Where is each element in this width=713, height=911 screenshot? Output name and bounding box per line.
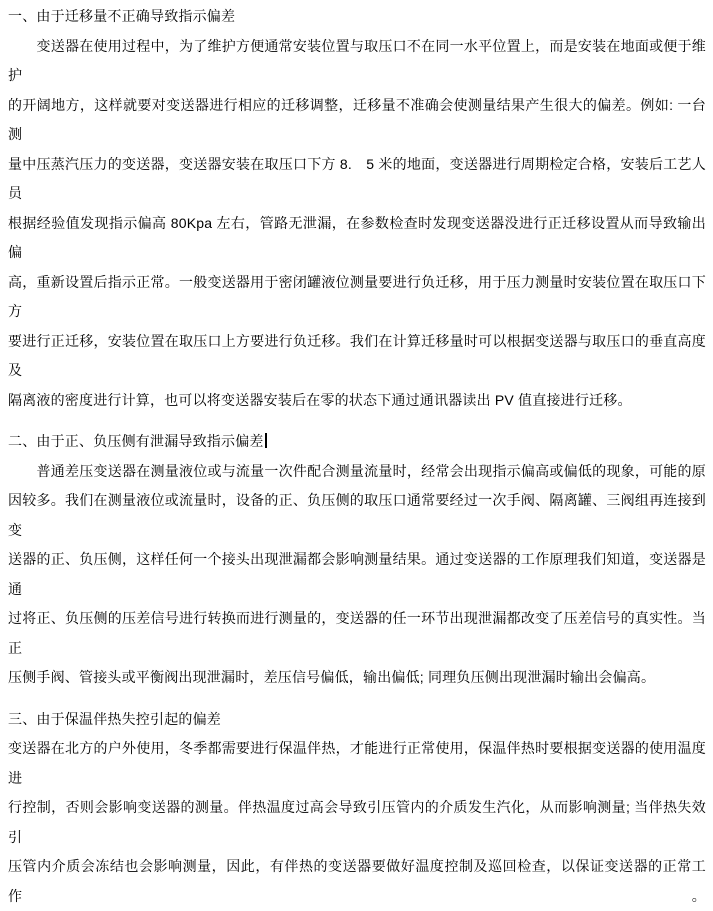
line-text: 二、由于正、负压侧有泄漏导致指示偏差 (8, 433, 264, 449)
line-text: 行控制，否则会影响变送器的测量。伴热温度过高会导致引压管内的介质发生汽化，从而影响测量; 当伴热失效引 (8, 799, 706, 845)
line-text: 量中压蒸汽压力的变送器，变送器安装在取压口下方 8. 5 米的地面，变送器进行周期检定合格，安装后工艺人员 (8, 155, 706, 201)
line-text: 过将正、负压侧的压差信号进行转换而进行测量的，变送器的任一环节出现泄漏都改变了压差信号的真实性。当正 (8, 610, 706, 656)
text-line[interactable] (8, 268, 706, 327)
line-text: 的开阔地方，这样就要对变送器进行相应的迁移调整，迁移量不准确会使测量结果产生很大的偏差。例如: 一台测 (8, 96, 706, 142)
text-line[interactable] (8, 209, 706, 268)
line-text: 压管内介质会冻结也会影响测量，因此，有伴热的变送器要做好温度控制及巡回检查，以保证变送器的正常工作。 (8, 858, 706, 904)
text-line[interactable] (8, 327, 706, 386)
text-line[interactable] (8, 486, 706, 545)
text-line[interactable] (8, 604, 706, 663)
line-text: 要进行正迁移，安装位置在取压口上方要进行负迁移。我们在计算迁移量时可以根据变送器与取压口的垂直高度及 (8, 332, 706, 378)
line-text: 变送器在使用过程中，为了维护方便通常安装位置与取压口不在同一水平位置上，而是安装在地面或便于维护 (8, 37, 706, 83)
text-line[interactable] (8, 734, 706, 793)
section-heading[interactable] (8, 705, 706, 735)
line-text: 根据经验值发现指示偏高 80Kpa 左右，管路无泄漏，在参数检查时发现变送器没进行正迁移设置从而导致输出偏 (8, 214, 706, 260)
text-line[interactable] (8, 457, 706, 487)
section-heading[interactable] (8, 2, 706, 32)
line-text: 因较多。我们在测量液位或流量时，设备的正、负压侧的取压口通常要经过一次手阀、隔离罐、三阀组再连接到变 (8, 492, 706, 538)
text-line[interactable] (8, 150, 706, 209)
line-text: 送器的正、负压侧，这样任何一个接头出现泄漏都会影响测量结果。通过变送器的工作原理我们知道，变送器是通 (8, 551, 706, 597)
text-cursor (265, 433, 267, 448)
line-text: 压侧手阀、管接头或平衡阀出现泄漏时，差压信号偏低，输出偏低; 同理负压侧出现泄漏时输出会偏高。 (8, 669, 656, 685)
text-line[interactable] (8, 545, 706, 604)
line-text: 高，重新设置后指示正常。一般变送器用于密闭罐液位测量要进行负迁移，用于压力测量时安装位置在取压口下方 (8, 273, 706, 319)
text-line[interactable] (8, 663, 706, 693)
line-text: 普通差压变送器在测量液位或与流量一次件配合测量流量时，经常会出现指示偏高或偏低的现象，可能的原 (8, 462, 706, 479)
text-line[interactable] (8, 32, 706, 91)
text-line[interactable] (8, 852, 706, 911)
line-text: 变送器在北方的户外使用，冬季都需要进行保温伴热，才能进行正常使用，保温伴热时要根据变送器的使用温度进 (8, 740, 706, 786)
text-line[interactable] (8, 386, 706, 416)
line-text: 一、由于迁移量不正确导致指示偏差 (8, 8, 236, 24)
text-line[interactable] (8, 91, 706, 150)
line-text: 三、由于保温伴热失控引起的偏差 (8, 710, 221, 727)
line-text: 隔离液的密度进行计算，也可以将变送器安装后在零的状态下通过通讯器读出 PV 值直接进行迁移。 (8, 391, 632, 408)
section-heading[interactable] (8, 427, 706, 457)
text-line[interactable] (8, 793, 706, 852)
